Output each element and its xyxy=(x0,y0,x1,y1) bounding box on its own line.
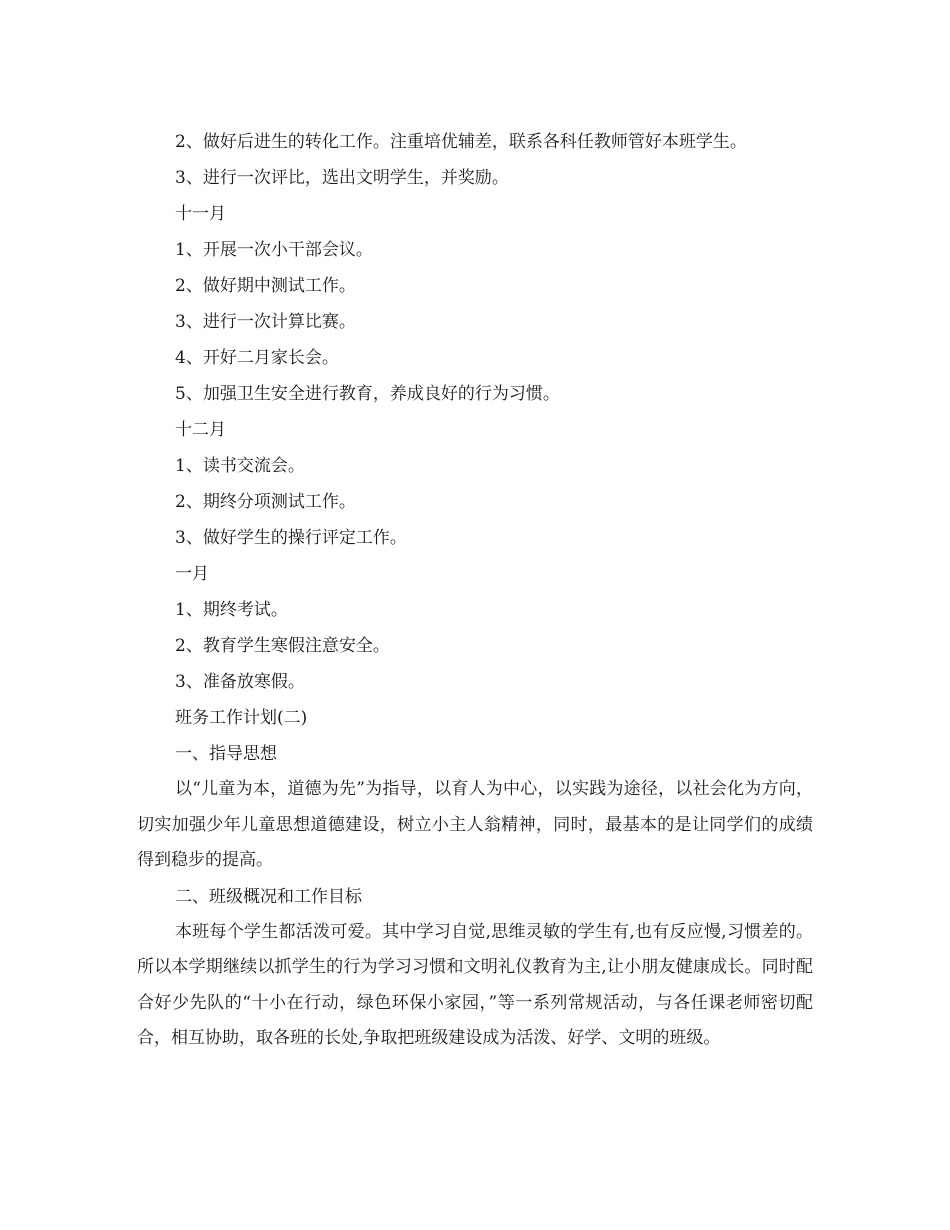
paragraph-class-overview: 本班每个学生都活泼可爱。其中学习自觉,思维灵敏的学生有,也有反应慢,习惯差的。所以本学期继续以抓学生的行为学习习惯和文明礼仪教育为主,让小朋友健康成长。同时配合好少先队的“十小在行动，绿色环保小家园，”等一系列常规活动，与各任课老师密切配合，相互协助，取各班的长处,争取把班级建设成为活泼、好学、文明的班级。 xyxy=(137,921,813,1048)
section-title: 班务工作计划(二) xyxy=(175,708,308,728)
list-item: 5、加强卫生安全进行教育，养成良好的行为习惯。 xyxy=(175,384,560,404)
list-item: 3、进行一次评比，选出文明学生，并奖励。 xyxy=(175,168,509,188)
month-heading-november: 十一月 xyxy=(175,204,226,224)
list-item: 2、做好后进生的转化工作。注重培优辅差，联系各科任教师管好本班学生。 xyxy=(175,132,747,152)
document-body xyxy=(137,124,813,1057)
section-heading-guiding-ideology: 一、指导思想 xyxy=(175,744,277,764)
list-item: 1、读书交流会。 xyxy=(175,456,305,476)
month-heading-january: 一月 xyxy=(175,564,209,584)
list-item: 2、期终分项测试工作。 xyxy=(175,492,356,512)
month-heading-december: 十二月 xyxy=(175,420,226,440)
paragraph-guiding-ideology: 以“儿童为本，道德为先”为指导，以育人为中心，以实践为途径，以社会化为方向，切实加强少年儿童思想道德建设，树立小主人翁精神，同时，最基本的是让同学们的成绩得到稳步的提高。 xyxy=(137,779,813,870)
list-item: 1、开展一次小干部会议。 xyxy=(175,240,373,260)
list-item: 2、教育学生寒假注意安全。 xyxy=(175,636,390,656)
section-heading-class-overview: 二、班级概况和工作目标 xyxy=(175,886,362,907)
list-item: 1、期终考试。 xyxy=(175,600,288,620)
list-item: 3、进行一次计算比赛。 xyxy=(175,312,356,332)
list-item: 3、准备放寒假。 xyxy=(175,672,305,692)
list-item: 4、开好二月家长会。 xyxy=(175,348,339,368)
list-item: 3、做好学生的操行评定工作。 xyxy=(175,528,407,548)
list-item: 2、做好期中测试工作。 xyxy=(175,276,356,296)
